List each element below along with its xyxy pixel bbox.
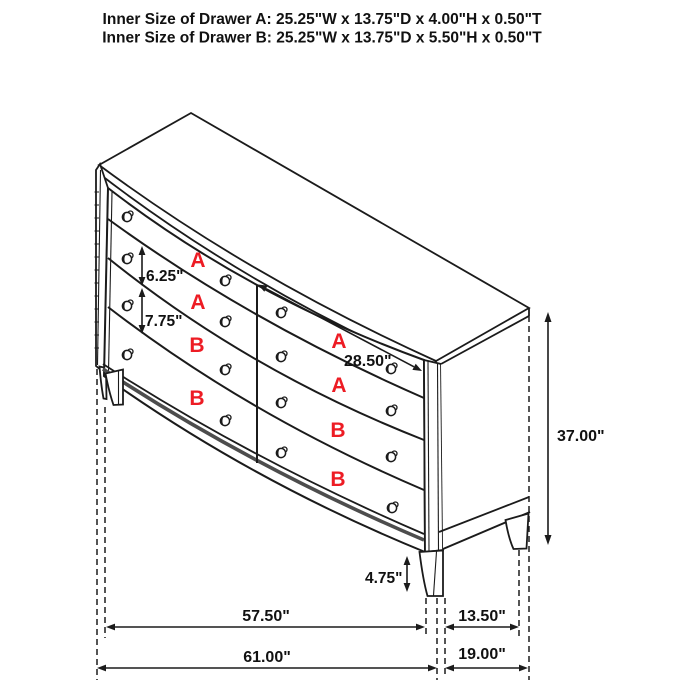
drawer-knob-icon [276, 397, 287, 408]
drawer-knob-icon [220, 316, 231, 327]
back-right-leg [506, 514, 529, 550]
dresser-drawing [95, 113, 531, 596]
dimension-label-drawer-b-height: 7.75" [145, 313, 183, 330]
drawer-label-left-1: A [190, 249, 206, 272]
drawer-knob-icon [122, 211, 133, 222]
drawer-knob-icon [122, 300, 133, 311]
front-left-leg [106, 370, 124, 406]
drawer-knob-icon [386, 405, 397, 416]
dimension-arrow-overall-depth [445, 665, 528, 672]
drawer-knob-icon [122, 253, 133, 264]
dimension-label-leg-height: 4.75" [365, 570, 403, 587]
drawer-label-right-2: A [331, 374, 347, 397]
front-right-corner-post [424, 360, 443, 552]
front-right-leg [420, 551, 444, 597]
drawer-knob-icon [387, 502, 398, 513]
drawer-knob-icon [276, 307, 287, 318]
drawer-label-right-1: A [331, 330, 347, 353]
dimension-label-overall-width: 61.00" [243, 649, 291, 666]
drawer-label-right-4: B [330, 468, 346, 491]
dimension-label-drawer-a-height: 6.25" [146, 268, 184, 285]
title-block [102, 11, 542, 47]
drawer-label-left-4: B [189, 387, 205, 410]
drawer-label-left-3: B [189, 334, 205, 357]
dimension-label-overall-depth: 19.00" [458, 646, 506, 663]
drawer-knob-icon [386, 451, 397, 462]
dimension-arrow-overall-height [545, 312, 552, 545]
dimension-label-depth-between-legs: 13.50" [458, 608, 506, 625]
drawer-knob-icon [220, 275, 231, 286]
dimension-label-overall-height: 37.00" [557, 428, 605, 445]
title-drawer-b-size: Inner Size of Drawer B: 25.25"W x 13.75"D x 5.50"H x 0.50"T [102, 29, 542, 47]
drawer-knob-icon [276, 351, 287, 362]
title-drawer-a-size: Inner Size of Drawer A: 25.25"W x 13.75"D x 4.00"H x 0.50"T [102, 11, 542, 28]
dimension-label-right-section-width: 28.50" [344, 353, 392, 370]
drawer-knob-icon [276, 447, 287, 458]
dimension-label-width-between-legs: 57.50" [242, 608, 290, 625]
drawer-label-right-3: B [330, 419, 346, 442]
drawer-knob-icon [220, 415, 231, 426]
drawer-knob-icon [220, 364, 231, 375]
drawer-knob-icon [122, 349, 133, 360]
dimension-arrow-leg-height [404, 556, 411, 592]
drawer-label-left-2: A [190, 291, 206, 314]
